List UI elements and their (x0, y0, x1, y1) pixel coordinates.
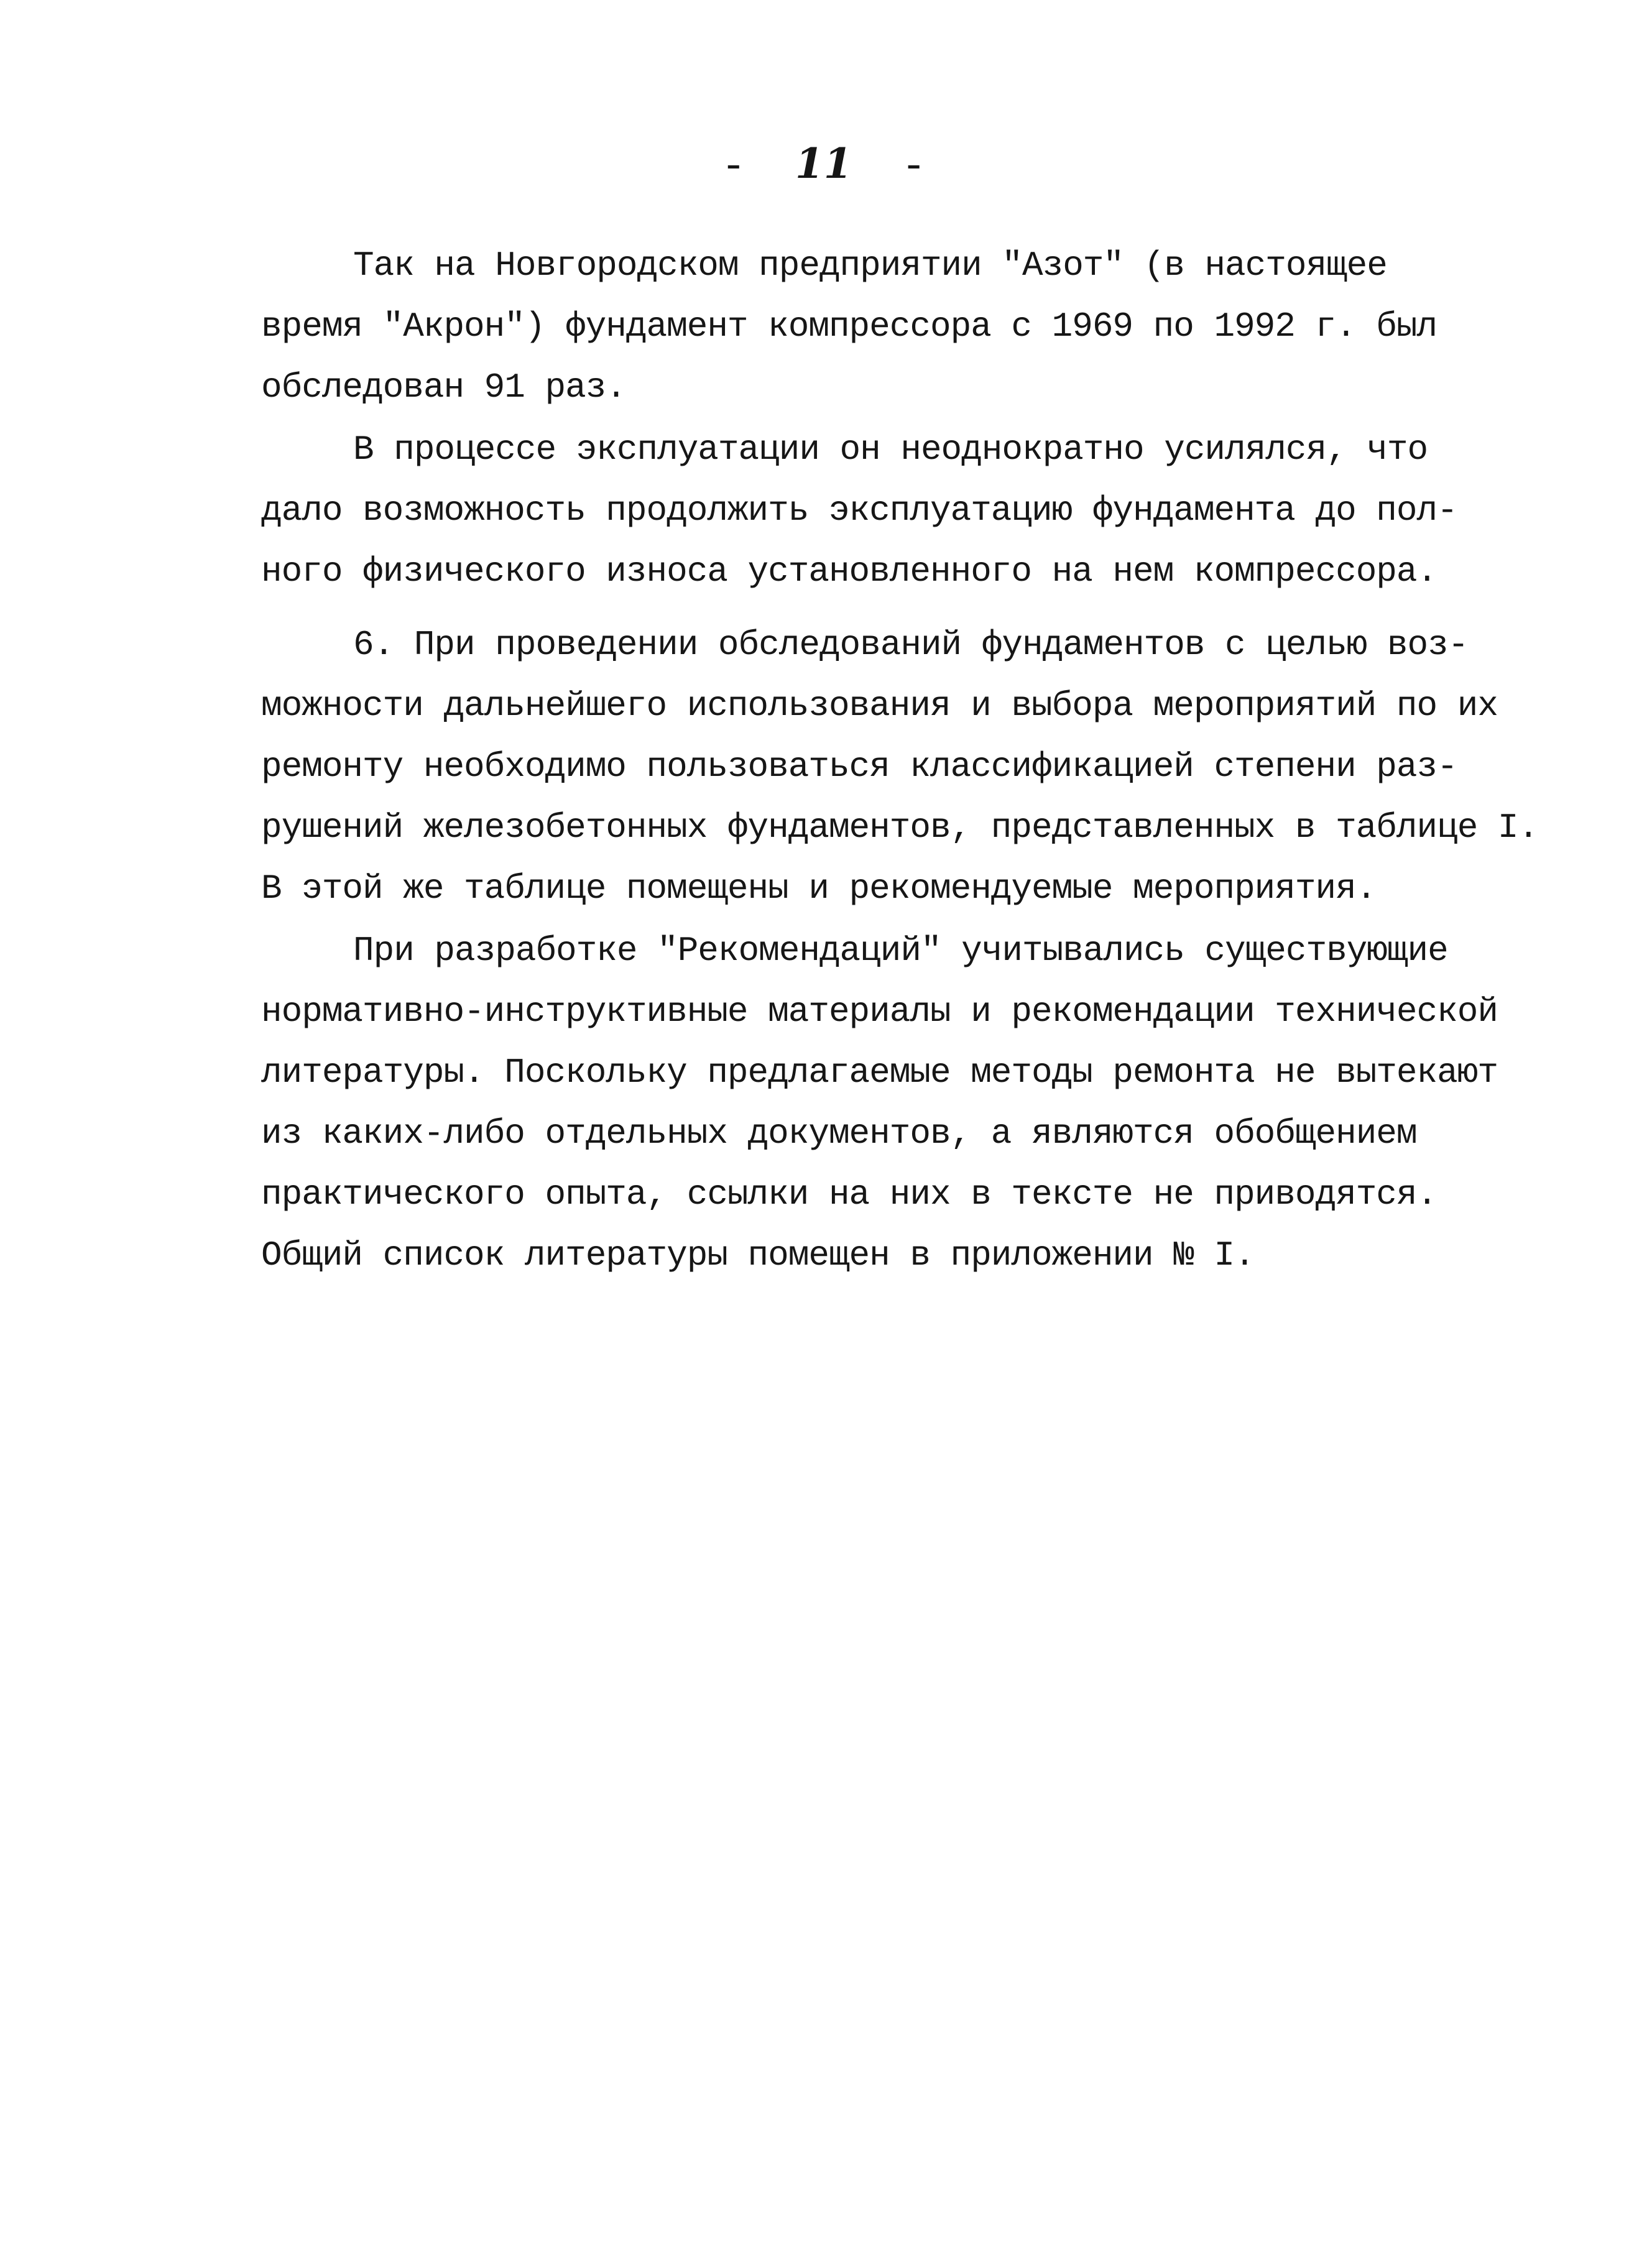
paragraph-4-line-3: литературы. Поскольку предлагаемые методы ремонта не вытекают (261, 1053, 1498, 1092)
paragraph-3-line-3: ремонту необходимо пользоваться классификацией степени раз- (261, 747, 1457, 787)
page-number (721, 136, 926, 195)
paragraph-4-line-1: При разработке "Рекомендаций" учитывались существующие (353, 931, 1448, 971)
paragraph-1-line-2: время "Акрон") фундамент компрессора с 1969 по 1992 г. был (261, 307, 1437, 346)
paragraph-3-line-1: 6. При проведении обследований фундаментов с целью воз- (353, 625, 1469, 665)
paragraph-3-line-2: можности дальнейшего использования и выбора мероприятий по их (261, 686, 1498, 726)
paragraph-2-line-3: ного физического износа установленного на нем компрессора. (261, 551, 1437, 591)
paragraph-1-line-3: обследован 91 раз. (261, 367, 626, 407)
page-number-value: 11 (795, 139, 852, 188)
paragraph-3-line-4: рушений железобетонных фундаментов, представленных в таблице I. (261, 808, 1539, 847)
paragraph-4-line-6: Общий список литературы помещен в приложении № I. (261, 1235, 1255, 1275)
paragraph-3-line-5: В этой же таблице помещены и рекомендуемые мероприятия. (261, 869, 1377, 908)
paragraph-1-line-1: Так на Новгородском предприятии "Азот" (в настоящее (353, 246, 1387, 285)
paragraph-4-line-2: нормативно-инструктивные материалы и рекомендации технической (261, 992, 1498, 1031)
paragraph-2-line-2: дало возможность продолжить эксплуатацию фундамента до пол- (261, 491, 1457, 530)
page-number-dash-right: - (901, 144, 926, 190)
paragraph-2-line-1: В процессе эксплуатации он неоднократно усилялся, что (353, 430, 1428, 469)
paragraph-4-line-4: из каких-либо отдельных документов, а являются обобщением (261, 1114, 1417, 1153)
page-number-dash-left: - (721, 144, 746, 190)
paragraph-4-line-5: практического опыта, ссылки на них в тексте не приводятся. (261, 1174, 1437, 1214)
